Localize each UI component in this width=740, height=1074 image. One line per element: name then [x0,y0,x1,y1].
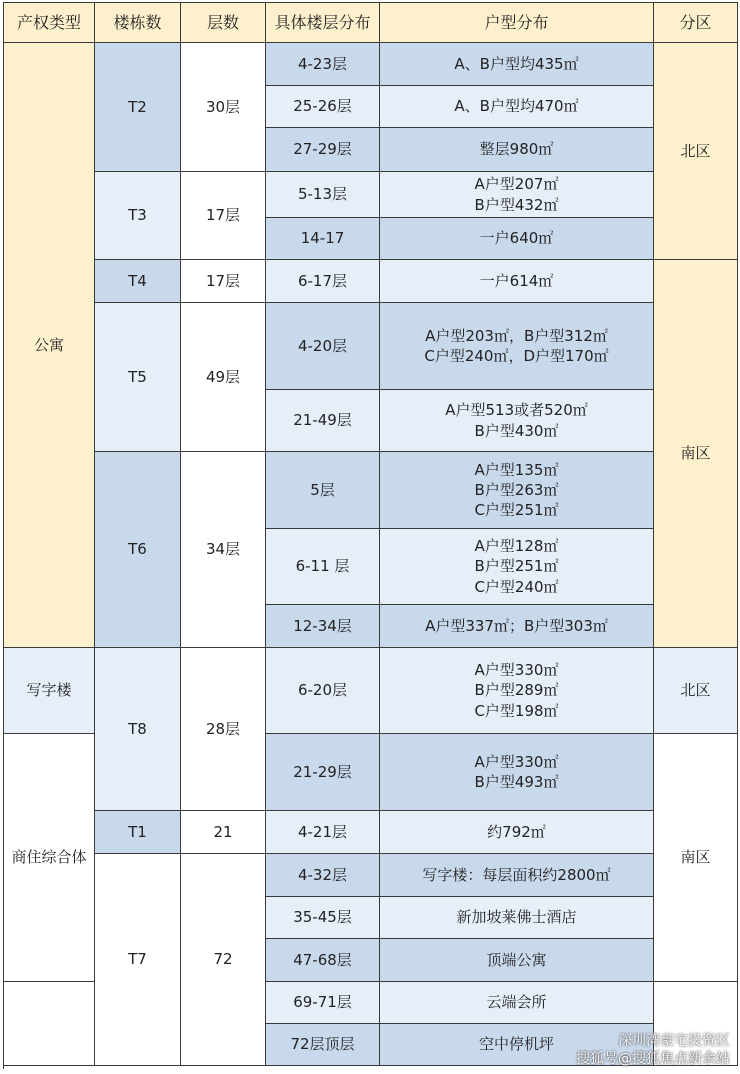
building-t6: T6 [95,452,181,648]
floors-t3: 17层 [181,172,266,260]
unit-line: 一户640㎡ [479,229,554,248]
unit-cell [380,303,654,390]
unit-line: B户型430㎡ [474,421,559,440]
property-table [3,2,738,1069]
floor-range: 21-49层 [266,390,380,452]
floor-range: 21-29层 [266,734,380,811]
floor-range: 69-71层 [266,982,380,1024]
unit-cell [380,43,654,86]
floor-range: 6-20层 [266,648,380,734]
unit-line: 空中停机坪 [478,1035,554,1054]
floor-range: 47-68层 [266,939,380,982]
floor-range: 35-45层 [266,897,380,939]
unit-cell [380,982,654,1024]
zone-north: 北区 [654,43,738,260]
unit-cell [380,86,654,128]
unit-cell [380,452,654,529]
floors-t8: 28层 [181,648,266,811]
floor-range: 14-17 [266,218,380,260]
header-floors: 层数 [181,3,266,43]
floor-range: 4-21层 [266,811,380,854]
floors-t4: 17层 [181,260,266,303]
unit-cell [380,734,654,811]
building-t8: T8 [95,648,181,811]
zone-south-mixed: 南区 [654,734,738,982]
unit-cell [380,648,654,734]
unit-line: A户型337㎡；B户型303㎡ [425,616,608,635]
unit-line: C户型240㎡，D户型170㎡ [424,347,609,365]
unit-cell [380,390,654,452]
unit-line: 写字楼：每层面积约2800㎡ [422,865,611,884]
unit-line: 整层980㎡ [479,140,554,159]
watermark-line1: 深圳湾豪宅投资区 [618,1033,730,1049]
unit-line: 一户614㎡ [479,271,554,290]
watermark-line2: 搜狐号@搜狐焦点新余站 [576,1050,730,1067]
unit-cell [380,897,654,939]
floors-t6: 34层 [181,452,266,648]
floors-t5: 49层 [181,303,266,452]
unit-line: A户型207㎡ [474,175,559,194]
type-apartment: 公寓 [4,43,95,648]
zone-north-office: 北区 [654,648,738,734]
unit-line: A户型135㎡ [474,460,559,479]
floor-range: 5-13层 [266,172,380,218]
building-t2: T2 [95,43,181,172]
unit-cell [380,529,654,605]
unit-line: B户型251㎡ [474,557,559,576]
header-type: 产权类型 [4,3,95,43]
unit-line: A、B户型均435㎡ [454,54,579,73]
unit-line: B户型493㎡ [474,773,559,791]
unit-cell [380,939,654,982]
floor-range: 6-11 层 [266,529,380,605]
unit-cell [380,811,654,854]
floor-range: 72层顶层 [266,1024,380,1066]
unit-line: C户型198㎡ [474,701,559,720]
empty-cell [4,982,95,1066]
header-building: 楼栋数 [95,3,181,43]
floor-range: 6-17层 [266,260,380,303]
unit-cell [380,260,654,303]
unit-line: 约792㎡ [487,822,546,841]
unit-cell [380,854,654,897]
unit-cell [380,128,654,172]
header-unit-distribution: 户型分布 [380,3,654,43]
type-mixed-use: 商住综合体 [4,734,95,982]
unit-cell [380,172,654,218]
floor-range: 4-23层 [266,43,380,86]
floors-t2: 30层 [181,43,266,172]
watermark [576,1033,730,1068]
unit-line: 顶端公寓 [486,950,547,969]
unit-cell [380,605,654,648]
unit-line: C户型251㎡ [474,501,559,520]
building-t7: T7 [95,854,181,1066]
floor-range: 4-32层 [266,854,380,897]
building-t1: T1 [95,811,181,854]
unit-line: A、B户型均470㎡ [454,97,579,116]
header-zone: 分区 [654,3,738,43]
unit-line: B户型432㎡ [474,195,559,214]
header-floor-distribution: 具体楼层分布 [266,3,380,43]
unit-line: A户型128㎡ [474,537,559,556]
unit-line: A户型203㎡，B户型312㎡ [425,326,608,345]
floor-range: 4-20层 [266,303,380,390]
unit-line: A户型330㎡ [474,752,559,771]
unit-line: C户型240㎡ [474,577,559,596]
unit-line: A户型330㎡ [474,661,559,680]
floor-range: 5层 [266,452,380,529]
building-t4: T4 [95,260,181,303]
floors-t7: 72 [181,854,266,1066]
building-t3: T3 [95,172,181,260]
unit-line: B户型263㎡ [474,480,559,499]
building-t5: T5 [95,303,181,452]
floor-range: 12-34层 [266,605,380,648]
zone-south: 南区 [654,260,738,648]
floor-range: 27-29层 [266,128,380,172]
unit-line: 云端会所 [486,993,547,1012]
floors-t1: 21 [181,811,266,854]
unit-cell [380,218,654,260]
floor-range: 25-26层 [266,86,380,128]
unit-line: A户型513或者520㎡ [445,401,588,420]
unit-line: B户型289㎡ [474,681,559,700]
type-office: 写字楼 [4,648,95,734]
unit-line: 新加坡莱佛士酒店 [456,908,577,927]
